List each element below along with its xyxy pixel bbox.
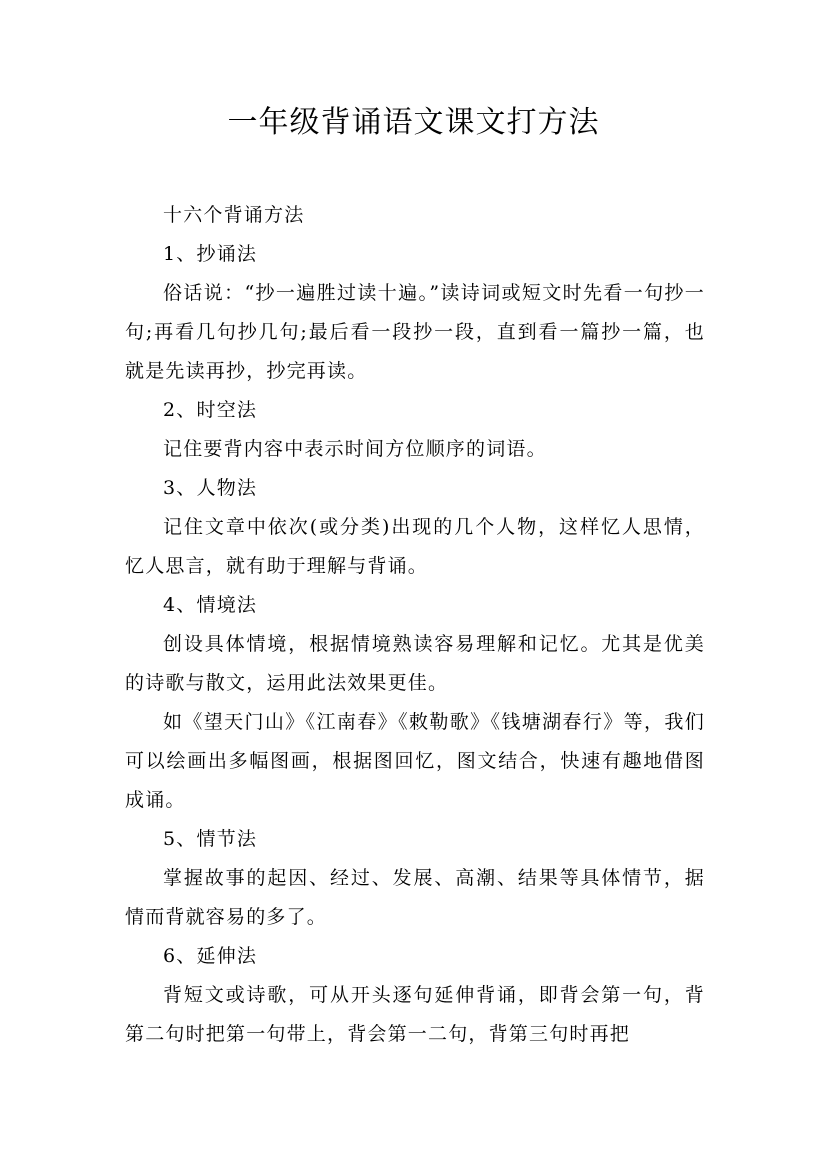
document-title: 一年级背诵语文课文打方法 (227, 105, 600, 140)
section-heading: 十六个背诵方法 (163, 204, 305, 226)
method-heading-4: 4、情境法 (163, 594, 258, 616)
paragraph: 背短文或诗歌，可从开头逐句延伸背诵，即背会第一句，背第二句时把第一句带上，背会第一二句，背第三句时再把 (125, 984, 705, 1045)
method-heading-2: 2、时空法 (163, 399, 258, 421)
paragraph: 创设具体情境，根据情境熟读容易理解和记忆。尤其是优美的诗歌与散文，运用此法效果更佳。 (125, 633, 705, 694)
paragraph: 如《望天门山》《江南春》《敕勒歌》《钱塘湖春行》等，我们可以绘画出多幅图画，根据图回忆，图文结合，快速有趣地借图成诵。 (125, 711, 705, 811)
paragraph: 掌握故事的起因、经过、发展、高潮、结果等具体情节，据情而背就容易的多了。 (125, 867, 705, 928)
paragraph: 俗话说：“抄一遍胜过读十遍。”读诗词或短文时先看一句抄一句;再看几句抄几句;最后看一段抄一段，直到看一篇抄一篇，也就是先读再抄，抄完再读。 (125, 282, 705, 382)
method-heading-1: 1、抄诵法 (163, 243, 258, 265)
method-heading-5: 5、情节法 (163, 828, 258, 850)
method-heading-3: 3、人物法 (163, 477, 258, 499)
method-heading-6: 6、延伸法 (163, 945, 258, 967)
paragraph: 记住要背内容中表示时间方位顺序的词语。 (163, 438, 547, 460)
paragraph: 记住文章中依次(或分类)出现的几个人物，这样忆人思情，忆人思言，就有助于理解与背诵。 (125, 516, 705, 577)
document-body (125, 196, 705, 1054)
